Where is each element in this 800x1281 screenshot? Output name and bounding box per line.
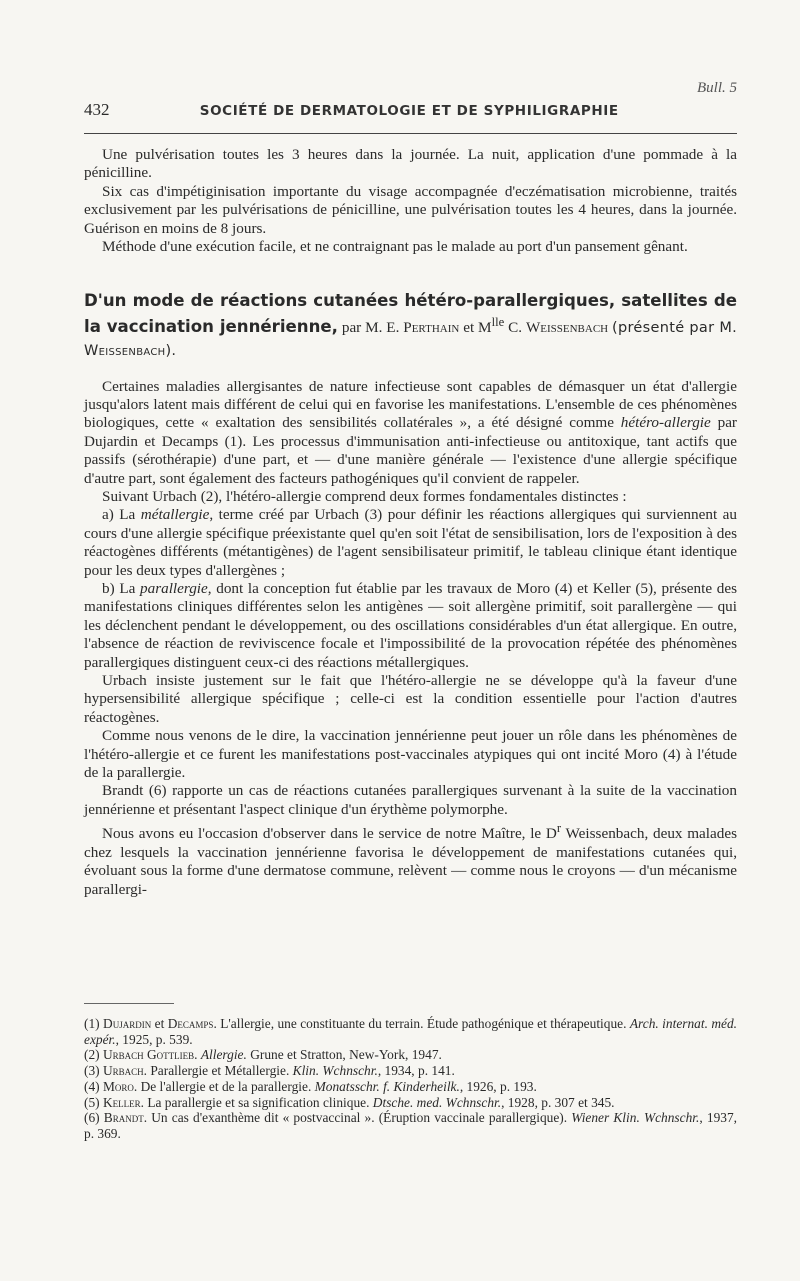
- text-run: . Parallergie et Métallergie.: [143, 1063, 293, 1079]
- mlle-sup: lle: [491, 315, 505, 330]
- text-run: Suivant Urbach (2), l'hétéro-allergie comprend deux formes fondamentales distinctes :: [102, 487, 627, 505]
- footnote-journal: Monatsschr. f. Kinderheilk.: [314, 1078, 460, 1094]
- text-run: .: [194, 1047, 201, 1063]
- footnote-author: Urbach: [102, 1063, 144, 1079]
- running-header: [84, 100, 737, 124]
- intro-paragraph: Une pulvérisation toutes les 3 heures dans la journée. La nuit, application d'une pommade à la pénicilline.: [84, 146, 737, 182]
- footnote-author: Decamps: [167, 1016, 214, 1031]
- footnote: [84, 1079, 737, 1095]
- footnote-number: (6): [84, 1110, 104, 1126]
- footnote-author: Keller: [102, 1094, 141, 1110]
- footnote-author: Brandt: [103, 1110, 144, 1126]
- presented-end: ).: [165, 342, 177, 359]
- journal-title: SOCIÉTÉ DE DERMATOLOGIE ET DE SYPHILIGRAPHIE: [199, 103, 619, 119]
- text-run: Nous avons eu l'occasion d'observer dans le service de notre Maître, le D: [102, 825, 557, 843]
- superscript: r: [556, 821, 562, 836]
- text-run: , dont la conception fut établie par les travaux de Moro (4) et Keller (5), présente des manifestations cliniques différentes selon les antigènes — soit allergène primitif, soit parallergène — qui les déclenchent pendant le développement, ou des oscillations considérables d'un état allergique. En outre, l'absence de réaction de reviviscence focale et l'impossibilité de la provocation répétée des phénomènes parallergiques distinguent ceux-ci des réactions métallergiques.: [84, 579, 737, 671]
- text-run: Brandt (6) rapporte un cas de réactions cutanées parallergiques survenant à la suite de la vaccination jennérienne et présentant l'aspect clinique d'un érythème polymorphe.: [84, 782, 737, 818]
- footnote: [84, 1110, 737, 1141]
- body-paragraph: [84, 727, 737, 782]
- footnote-journal: Wiener Klin. Wchnschr.: [571, 1110, 700, 1126]
- text-run: , 1926, p. 193.: [459, 1078, 537, 1094]
- body-paragraph: [84, 506, 737, 580]
- body-paragraph: [84, 819, 737, 899]
- text-run: Comme nous venons de le dire, la vaccination jennérienne peut jouer un rôle dans les phénomènes de l'hétéro-allergie et ce furent les manifestations post-vaccinales atypiques qui ont incité Moro (4) à l'étude de la parallergie.: [84, 727, 737, 782]
- text-run: . Un cas d'exanthème dit « postvaccinal ». (Éruption vaccinale parallergique).: [143, 1110, 572, 1126]
- text-run: a) La: [102, 506, 141, 524]
- text-run: Grune et Stratton, New-York, 1947.: [246, 1047, 442, 1063]
- text-run: . L'allergie, une constituante du terrain. Étude pathogénique et thérapeutique.: [213, 1016, 630, 1031]
- footnotes: [84, 1016, 737, 1142]
- footnote-author: Dujardin: [103, 1016, 152, 1031]
- footnote: [84, 1047, 737, 1063]
- page-number: 432: [84, 100, 110, 119]
- text-run: , 1928, p. 307 et 345.: [501, 1094, 615, 1110]
- footnote-number: (5): [84, 1094, 103, 1110]
- footnote-author: Urbach Gottlieb: [102, 1047, 195, 1063]
- footnote-author: Moro: [102, 1078, 134, 1094]
- footnote-journal: Klin. Wchnschr.: [292, 1063, 378, 1079]
- text-run: par Dujardin et Decamps (1). Les processus d'immunisation anti-infectieuse ou antitoxique, tant actifs que passifs (sérothérapie) d'une part, et — d'une manière générale — l'existence d'une allergie spécifique d'autre part, sont également des facteurs pathogéniques qu'il convient de rappeler.: [84, 414, 737, 487]
- text-run: , 1937, p. 369.: [84, 1110, 737, 1141]
- text-run: , 1925, p. 539.: [115, 1031, 193, 1047]
- footnote-number: (3): [84, 1063, 103, 1079]
- footnote-journal: Dtsche. med. Wchnschr.: [372, 1094, 502, 1110]
- text-run: et: [151, 1016, 168, 1031]
- author-2: Weissenbach: [525, 319, 609, 337]
- emphasis: hétéro-allergie: [620, 414, 711, 432]
- body-paragraph: [84, 580, 737, 672]
- text-run: Urbach insiste justement sur le fait que l'hétéro-allergie ne se développe qu'à la faveur d'une hypersensibilité allergique spécifique ; celle-ci est la condition essentielle pour l'action d'autres réactogènes.: [84, 672, 737, 726]
- text-run: . La parallergie et sa signification clinique.: [140, 1094, 373, 1110]
- article-title-by: par M. E.: [341, 319, 400, 337]
- emphasis: parallergie: [140, 579, 208, 597]
- footnote-number: (2): [84, 1047, 103, 1063]
- footnote-journal: Arch. internat. méd. expér.: [84, 1016, 738, 1047]
- footnote: [84, 1016, 737, 1047]
- body-paragraph: [84, 488, 737, 506]
- text-run: b) La: [102, 579, 140, 597]
- text-run: , 1934, p. 141.: [377, 1063, 455, 1079]
- body-paragraph: [84, 378, 737, 488]
- text-run: Certaines maladies allergisantes de nature infectieuse sont capables de démasquer un état d'allergie jusqu'alors latent mais différent de celui qui en favorise les manifestations. L'ensemble de ces phénomènes biologiques, cette « exaltation des sensibilités collatérales », a été désigné comme: [84, 377, 737, 432]
- article-and: et M: [463, 319, 492, 337]
- presented-label: (présenté par M.: [612, 320, 738, 337]
- intro-paragraph: Six cas d'impétiginisation importante du visage accompagnée d'eczématisation microbienne, traités exclusivement par les pulvérisations de pénicilline, une pulvérisation toutes les 4 heures, dans la journée. Guérison en moins de 8 jours.: [84, 182, 737, 237]
- body-paragraph: [84, 782, 737, 819]
- footnote-rule: [84, 1003, 174, 1004]
- emphasis: métallergie: [140, 506, 210, 524]
- footnote-number: (1): [84, 1016, 104, 1031]
- text-run: . De l'allergie et de la parallergie.: [133, 1078, 315, 1094]
- main-text: [84, 146, 737, 899]
- footnote: [84, 1063, 737, 1079]
- text-run: , terme créé par Urbach (3) pour définir les réactions allergiques qui surviennent au cours d'une allergie spécifique préexistante quel qu'en soit l'état de sensibilisation, lors de l'exposition à des réactogènes différents (métantigènes) de l'agent sensibilisateur primitif, le tableau clinique étant identique pour les deux types d'allergènes ;: [84, 506, 737, 579]
- footnote-number: (4): [84, 1078, 103, 1094]
- body-paragraph: [84, 672, 737, 727]
- article-title-bold: D'un mode de réactions cutanées hétéro-parallergiques, satellites de la vaccination jennérienne,: [84, 291, 737, 337]
- text-run: Weissenbach, deux malades chez lesquels la vaccination jennérienne favorisa le développement de manifestations cutanées qui, évoluant sous la forme d'une dermatose commune, relèvent — comme nous le croyons — d'un mécanisme parallergi-: [84, 825, 737, 898]
- bulletin-marker: Bull. 5: [697, 80, 737, 96]
- header-rule: [84, 133, 737, 134]
- author-1: Perthain: [403, 319, 460, 337]
- presenter: Weissenbach: [84, 342, 166, 359]
- author-2-initial: C.: [508, 319, 523, 337]
- article-title: [84, 290, 737, 361]
- intro-paragraph: Méthode d'une exécution facile, et ne contraignant pas le malade au port d'un pansement gênant.: [102, 238, 688, 256]
- footnote: [84, 1095, 737, 1111]
- footnote-journal: Allergie.: [200, 1047, 247, 1063]
